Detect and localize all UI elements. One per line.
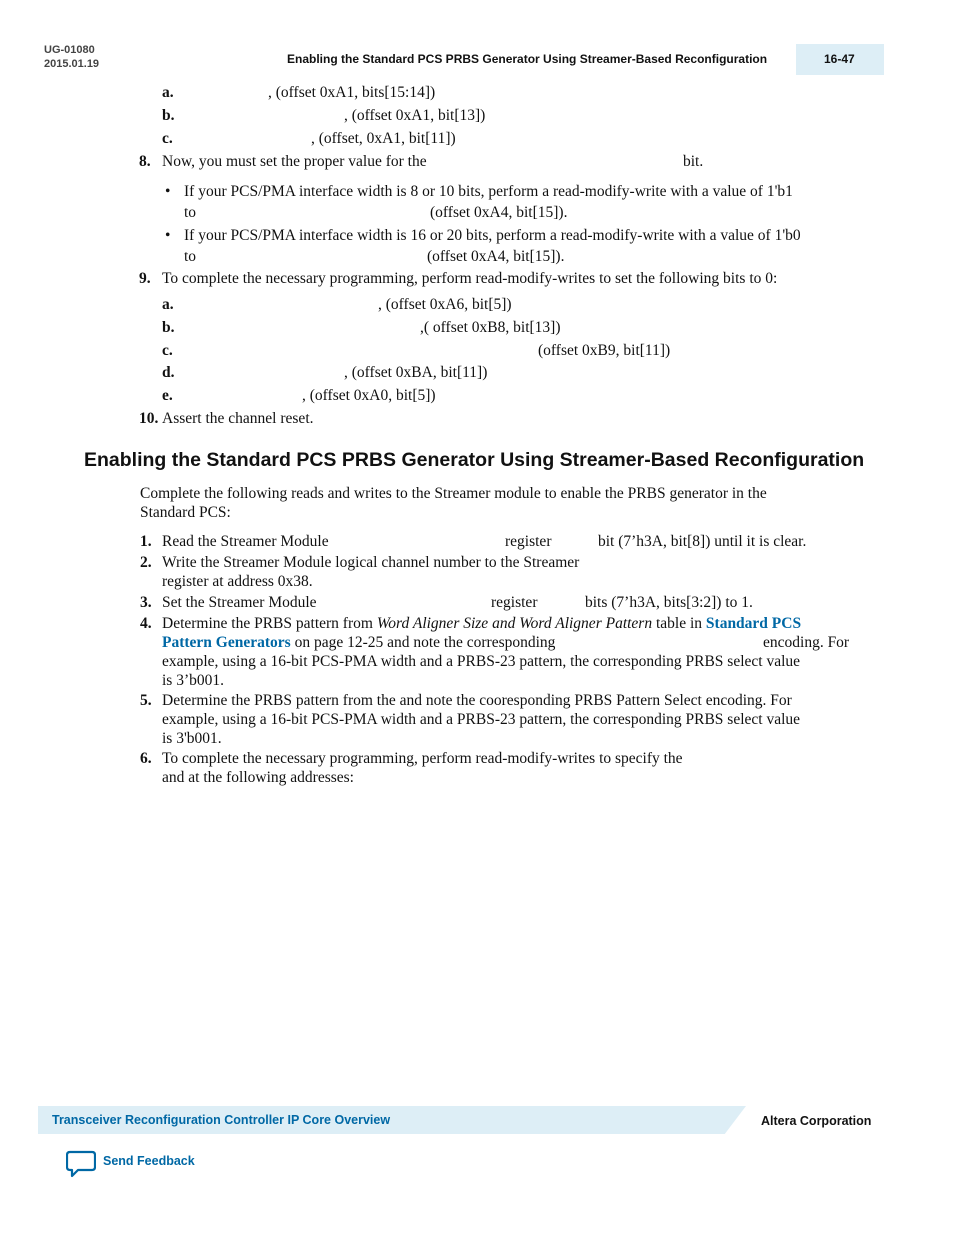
doc-number: UG-01080	[44, 44, 95, 56]
bullet-2-line1: If your PCS/PMA interface width is 16 or 20 bits, perform a read-modify-write with a value of 1'b0	[184, 227, 801, 244]
bullet-1-to: to	[184, 204, 197, 221]
step-6-line1: To complete the necessary programming, perform read-modify-writes to specify the	[162, 750, 683, 767]
step-2-line1: Write the Streamer Module logical channel number to the Streamer	[162, 554, 580, 571]
step-3-text: Set the Streamer Module	[162, 594, 317, 611]
step-5-line3: is 3'b001.	[162, 730, 222, 747]
step-4-text-page: on page 12-25 and note the corresponding	[290, 634, 556, 651]
bullet-icon: •	[165, 183, 171, 200]
bullet-2-tail: (offset 0xA4, bit[15]).	[427, 248, 565, 265]
step-number-6: 6.	[140, 750, 152, 767]
step-9-item-e: , (offset 0xA0, bit[5])	[302, 387, 436, 404]
step-9-item-b: ,( offset 0xB8, bit[13])	[420, 319, 561, 336]
list-item-a: , (offset 0xA1, bits[15:14])	[268, 84, 436, 101]
bullet-1-tail: (offset 0xA4, bit[15]).	[430, 204, 568, 221]
step-4-text-mid: table in	[652, 615, 706, 632]
step-number-5: 5.	[140, 692, 152, 709]
step-9-label-a: a.	[162, 296, 174, 313]
step-number-4: 4.	[140, 615, 152, 632]
page-number: 16-47	[824, 52, 855, 66]
list-item-c: , (offset, 0xA1, bit[11])	[311, 130, 456, 147]
footer-title: Transceiver Reconfiguration Controller IP Core Overview	[52, 1113, 391, 1127]
bullet-icon: •	[165, 227, 171, 244]
step-2-line2: register at address 0x38.	[162, 573, 313, 590]
send-feedback-link[interactable]: Send Feedback	[103, 1154, 195, 1168]
step-4-line2	[162, 633, 555, 652]
speech-bubble-icon[interactable]	[66, 1150, 96, 1178]
step-9-label-d: d.	[162, 364, 175, 381]
pattern-generators-link[interactable]: Pattern Generators	[162, 634, 291, 651]
company-name: Altera Corporation	[761, 1114, 872, 1128]
step-1-text: Read the Streamer Module	[162, 533, 329, 550]
step-4-text: Determine the PRBS pattern from	[162, 615, 377, 632]
step-3-tail: bits (7’h3A, bits[3:2]) to 1.	[585, 594, 753, 611]
bullet-2-to: to	[184, 248, 197, 265]
step-10-text: Assert the channel reset.	[162, 410, 314, 427]
section-heading: Enabling the Standard PCS PRBS Generator Using Streamer-Based Reconfiguration	[84, 449, 865, 471]
list-label-a: a.	[162, 84, 174, 101]
step-1-tail: bit (7’h3A, bit[8]) until it is clear.	[598, 533, 807, 550]
step-5-line1: Determine the PRBS pattern from the and note the cooresponding PRBS Pattern Select encoding. For	[162, 692, 792, 709]
step-4-line4: is 3’b001.	[162, 672, 224, 689]
list-label-b: b.	[162, 107, 175, 124]
document-id	[44, 43, 99, 71]
table-reference: Word Aligner Size and Word Aligner Pattern	[376, 615, 653, 632]
intro-line-1: Complete the following reads and writes to the Streamer module to enable the PRBS generator in the	[140, 485, 767, 502]
bullet-1-line1: If your PCS/PMA interface width is 8 or 10 bits, perform a read-modify-write with a value of 1'b1	[184, 183, 793, 200]
step-9-text: To complete the necessary programming, perform read-modify-writes to set the following bits to 0:	[162, 270, 778, 287]
step-number-9: 9.	[139, 270, 151, 287]
step-number-3: 3.	[140, 594, 152, 611]
step-4-line1	[162, 614, 801, 633]
step-9-label-e: e.	[162, 387, 173, 404]
step-9-label-c: c.	[162, 342, 173, 359]
list-label-c: c.	[162, 130, 173, 147]
step-4-line3: example, using a 16-bit PCS-PMA width and a PRBS-23 pattern, the corresponding PRBS select value	[162, 653, 801, 670]
step-5-line2: example, using a 16-bit PCS-PMA width and a PRBS-23 pattern, the corresponding PRBS select value	[162, 711, 801, 728]
list-item-b: , (offset 0xA1, bit[13])	[344, 107, 486, 124]
step-number-1: 1.	[140, 533, 152, 550]
step-4-encoding: encoding. For	[763, 634, 850, 651]
step-number-10: 10.	[139, 410, 159, 427]
step-9-item-d: , (offset 0xBA, bit[11])	[344, 364, 488, 381]
running-title: Enabling the Standard PCS PRBS Generator Using Streamer-Based Reconfiguration	[287, 52, 768, 66]
step-9-item-c: (offset 0xB9, bit[11])	[538, 342, 671, 359]
step-6-line2: and at the following addresses:	[162, 769, 354, 786]
step-9-label-b: b.	[162, 319, 175, 336]
intro-line-2: Standard PCS:	[140, 504, 231, 521]
step-8-text: Now, you must set the proper value for the	[162, 153, 427, 170]
doc-date: 2015.01.19	[44, 58, 100, 70]
step-8-text-end: bit.	[683, 153, 704, 170]
step-1-register: register	[505, 533, 552, 550]
step-9-item-a: , (offset 0xA6, bit[5])	[378, 296, 512, 313]
standard-pcs-link[interactable]: Standard PCS	[705, 615, 802, 632]
step-number-2: 2.	[140, 554, 152, 571]
step-number-8: 8.	[139, 153, 151, 170]
step-3-register: register	[491, 594, 538, 611]
